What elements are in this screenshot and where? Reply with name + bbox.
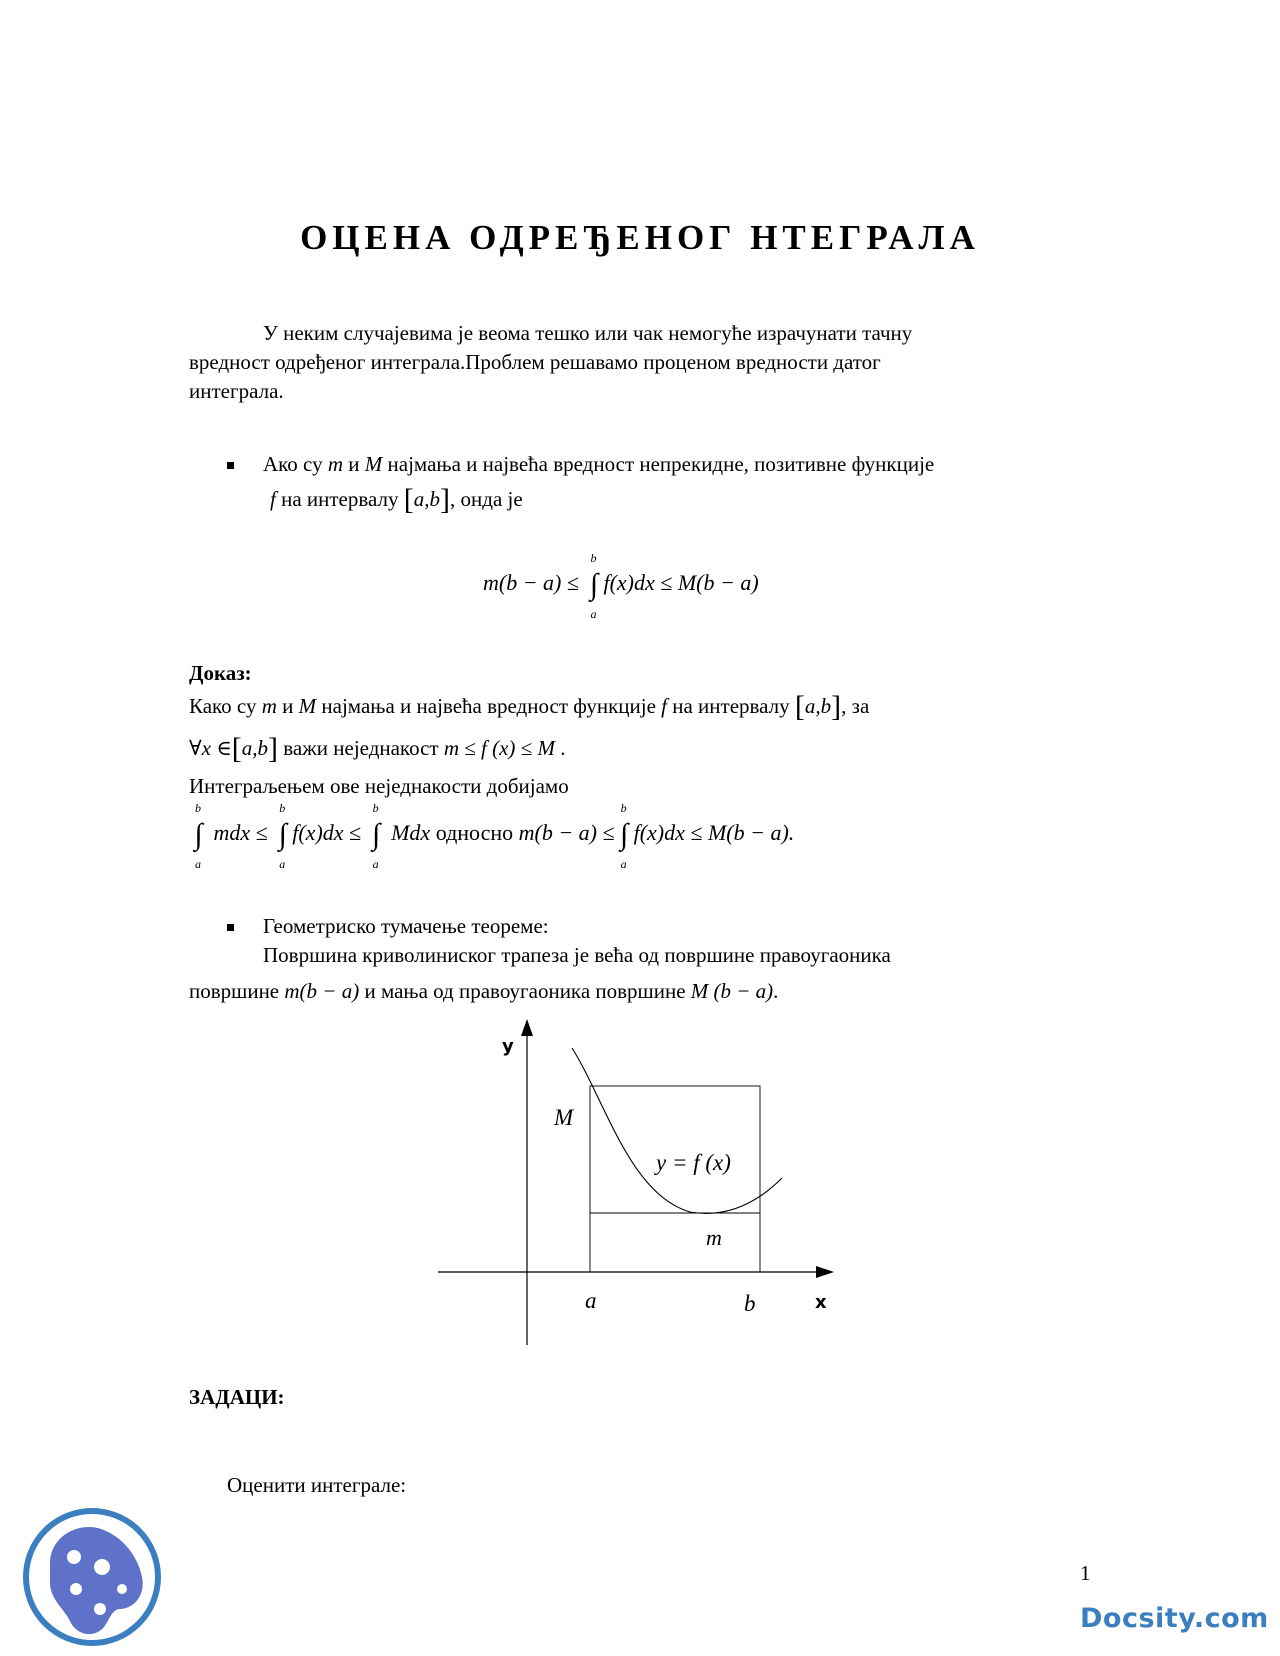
proof-line-1: Како су m и M најмања и највећа вредност функције f на интервалу [a,b], за: [189, 690, 870, 723]
bullet1-line-1: [263, 449, 934, 480]
bullet2-label: Геометриско тумачење теореме:: [263, 914, 549, 938]
text: , за: [841, 694, 870, 718]
bullet2-line-2: [189, 976, 778, 1007]
interval: a,b: [804, 694, 832, 718]
text: на интервалу: [667, 694, 795, 718]
formula-left: m(b − a) ≤: [483, 570, 585, 596]
proof-heading: Доказ:: [189, 661, 252, 685]
var-M: M: [364, 452, 383, 476]
bullet-marker: [227, 924, 234, 931]
integral-sign: b ∫ a: [194, 801, 203, 871]
lower-limit: a: [195, 857, 201, 871]
interval: a,b: [413, 487, 441, 511]
label-function: y = f (x): [656, 1150, 731, 1175]
formula-main: [483, 551, 759, 621]
text: важи неједнакост: [278, 736, 444, 760]
x-label: x: [815, 1292, 827, 1313]
integral-sign: b ∫ a: [589, 551, 599, 621]
label-b: b: [744, 1291, 756, 1316]
text: .: [554, 736, 566, 760]
upper-limit: b: [590, 551, 597, 565]
watermark-text[interactable]: Docsity.com: [1080, 1603, 1269, 1634]
docsity-logo-icon: [20, 1505, 165, 1650]
rect-M: [590, 1086, 760, 1272]
y-label: y: [502, 1036, 514, 1057]
intro-line-3: интеграла.: [189, 379, 284, 403]
formula-integrated: [189, 801, 795, 871]
curve-fx: [572, 1048, 782, 1213]
lower-limit: a: [279, 857, 286, 871]
term-Mdx: Mdx: [391, 820, 431, 846]
text: и: [343, 452, 365, 476]
bullet1-line-2: f на интервалу [a,b], онда је: [270, 483, 523, 516]
expr-M-ba: M (b − a): [690, 979, 774, 1003]
expr-m-ba: m(b − a): [284, 979, 360, 1003]
text: , онда је: [450, 487, 523, 511]
upper-limit: b: [372, 801, 379, 815]
text: .: [773, 979, 779, 1003]
label-M: M: [554, 1105, 574, 1130]
text: на интервалу: [275, 487, 404, 511]
var-m: m: [327, 452, 344, 476]
page-title: ОЦЕНА ОДРЕЂЕНОГ НТЕГРАЛА: [300, 218, 980, 257]
var-M: M: [298, 694, 317, 718]
var-m: m: [261, 694, 277, 718]
var-f: f: [661, 694, 667, 718]
bullet-marker: [227, 462, 234, 469]
label-a: a: [585, 1288, 597, 1313]
text: и: [276, 694, 299, 718]
term-left: m(b − a) ≤: [518, 820, 615, 846]
var-f: f: [270, 487, 276, 511]
lower-limit: a: [590, 607, 597, 621]
upper-limit: b: [195, 801, 201, 815]
geometric-graph: [420, 1010, 860, 1355]
text: површине: [189, 979, 285, 1003]
text: и мања од правоугаоника површине: [359, 979, 691, 1003]
integral-sign: b ∫ a: [619, 801, 629, 871]
upper-limit: b: [620, 801, 627, 815]
text: Како су: [189, 694, 262, 718]
lower-limit: a: [372, 857, 379, 871]
page-number: 1: [1080, 1561, 1091, 1585]
y-arrow: [521, 1019, 533, 1036]
intro-line-1: У неким случајевима је веома тешко или чак немогуће израчунати тачну: [263, 321, 913, 345]
formula-right: f(x)dx ≤ M(b − a): [603, 570, 759, 596]
text: Ако су: [263, 452, 328, 476]
x-arrow: [816, 1266, 834, 1278]
text: најмања и највећа вредност непрекидне, позитивне функције: [382, 452, 935, 476]
tasks-text: Оценити интеграле:: [227, 1473, 407, 1497]
proof-line-2: ∀x ∈[a,b] важи неједнакост m ≤ f (x) ≤ M .: [189, 732, 566, 765]
term-right: f(x)dx ≤ M(b − a).: [633, 820, 795, 846]
text-odnosno: односно: [430, 820, 519, 846]
forall: ∀x ∈: [189, 736, 232, 760]
lower-limit: a: [620, 857, 627, 871]
integral-sign: b ∫ a: [372, 801, 381, 871]
proof-line-3: Интеграљењем ове неједнакости добијамо: [189, 774, 569, 798]
label-m: m: [706, 1225, 722, 1250]
upper-limit: b: [279, 801, 286, 815]
integral-sign: b ∫ a: [278, 801, 287, 871]
term-mdx: mdx ≤: [213, 820, 268, 846]
text: најмања и највећа вредност функције: [316, 694, 662, 718]
tasks-heading: ЗАДАЦИ:: [189, 1385, 285, 1409]
term-fx: f(x)dx ≤: [292, 820, 362, 846]
interval: a,b: [241, 736, 269, 760]
inequality: m ≤ f (x) ≤ M: [443, 736, 555, 760]
intro-line-2: вредност одређеног интеграла.Проблем решавамо проценом вредности датог: [189, 350, 881, 374]
bullet2-line-1: Површина криволиниског трапеза је већа од површине правоугаоника: [263, 943, 891, 967]
